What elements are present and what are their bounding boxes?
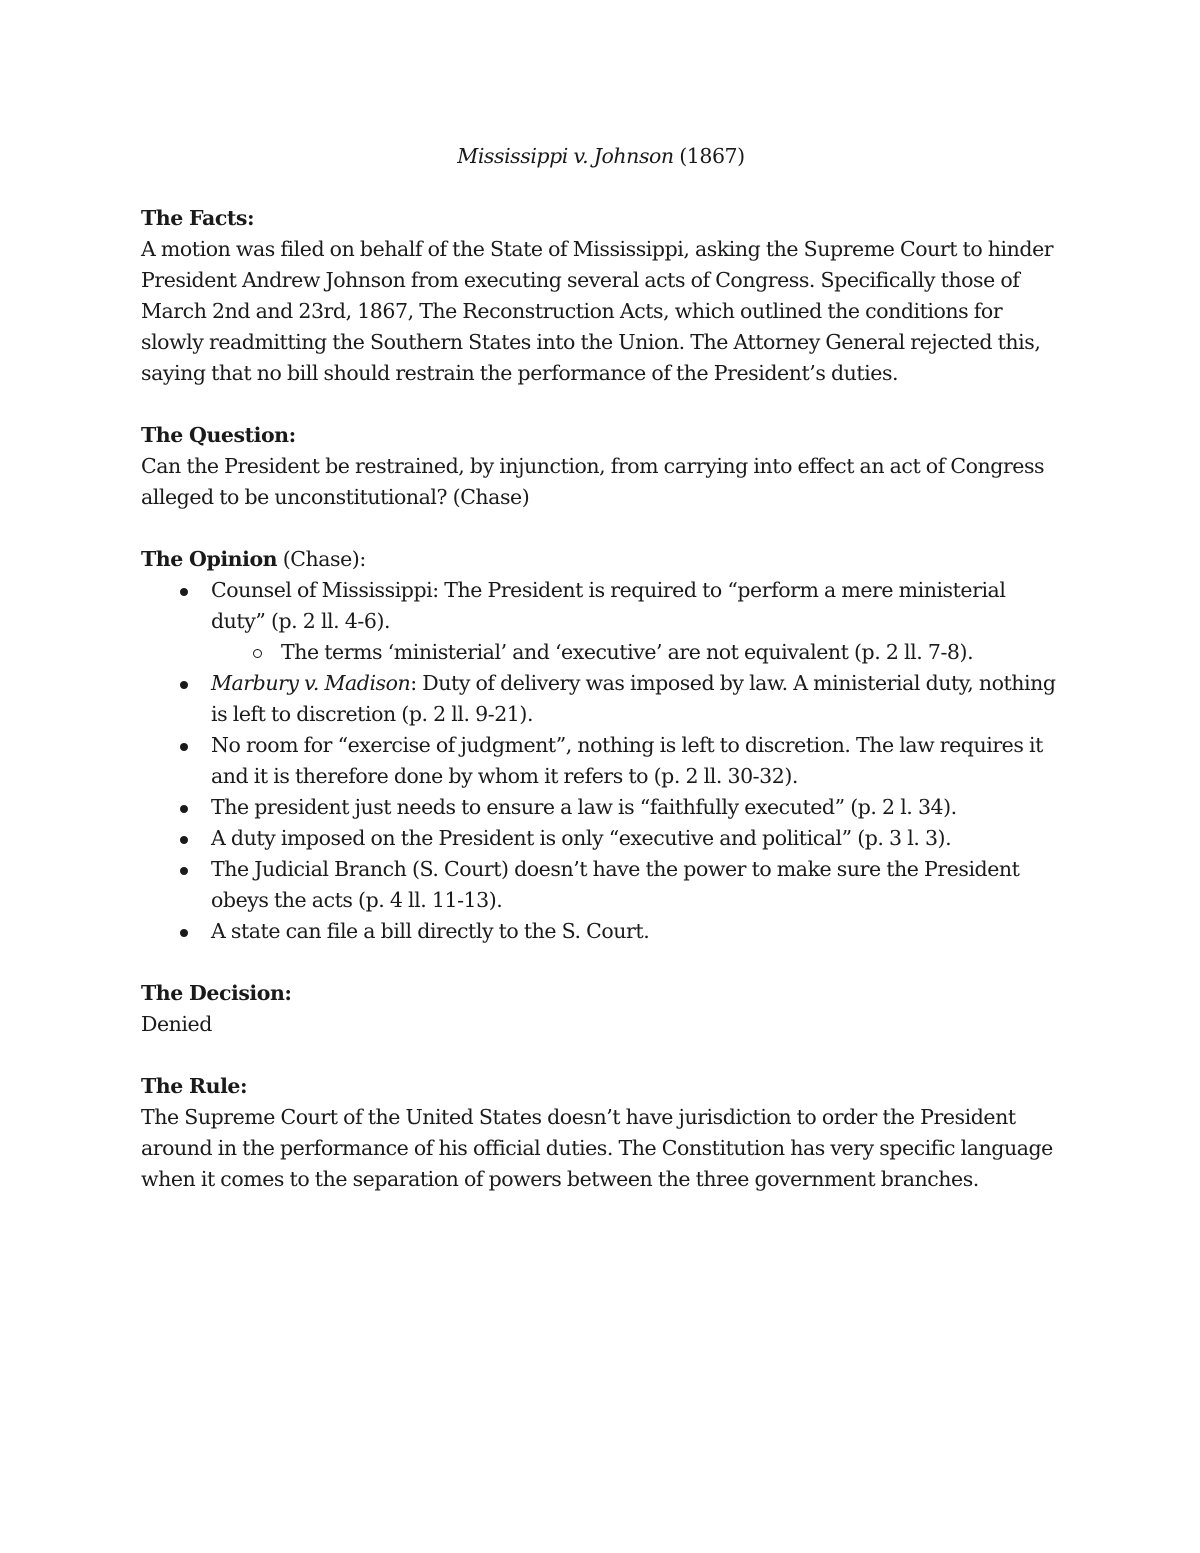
opinion-heading-line <box>141 544 1061 575</box>
facts-section <box>141 203 1061 389</box>
document-page <box>141 141 1061 1226</box>
rule-text: The Supreme Court of the United States doesn’t have jurisdiction to order the President around in the performance of his official duties. The Constitution has very specific language when it comes to the separation of powers between the three government branches. <box>141 1105 1053 1191</box>
opinion-bullet <box>141 668 1061 730</box>
facts-heading: The Facts: <box>141 206 255 230</box>
opinion-bullet <box>141 916 1061 947</box>
opinion-sub-bullet <box>211 637 1061 668</box>
question-section <box>141 420 1061 513</box>
case-year: (1867) <box>679 144 745 168</box>
document-title <box>141 141 1061 172</box>
question-heading: The Question: <box>141 423 296 447</box>
opinion-bullet <box>141 730 1061 792</box>
opinion-bullet <box>141 823 1061 854</box>
decision-section <box>141 978 1061 1040</box>
opinion-sub-bullet-text: The terms ‘ministerial’ and ‘executive’ are not equivalent (p. 2 ll. 7-8). <box>281 640 974 664</box>
opinion-bullet-text: Counsel of Mississippi: The President is required to “perform a mere ministerial duty” (p. 2 ll. 4-6). <box>211 578 1006 633</box>
opinion-heading: The Opinion <box>141 547 278 571</box>
opinion-author: (Chase): <box>282 547 366 571</box>
opinion-section <box>141 544 1061 947</box>
opinion-bullet-text: : Duty of delivery was imposed by law. A ministerial duty, nothing is left to discretion (p. 2 ll. 9-21). <box>211 671 1056 726</box>
opinion-bullet <box>141 854 1061 916</box>
opinion-bullet-text: A duty imposed on the President is only “executive and political” (p. 3 l. 3). <box>211 826 952 850</box>
case-citation: Marbury v. Madison <box>211 671 411 695</box>
opinion-bullet-text: No room for “exercise of judgment”, nothing is left to discretion. The law requires it and it is therefore done by whom it refers to (p. 2 ll. 30-32). <box>211 733 1043 788</box>
opinion-bullet-text: The Judicial Branch (S. Court) doesn’t have the power to make sure the President obeys the acts (p. 4 ll. 11-13). <box>211 857 1020 912</box>
rule-heading: The Rule: <box>141 1074 248 1098</box>
opinion-bullet <box>141 575 1061 668</box>
case-name: Mississippi v. Johnson <box>457 144 674 168</box>
facts-text: A motion was filed on behalf of the State of Mississippi, asking the Supreme Court to hinder President Andrew Johnson from executing several acts of Congress. Specifically those of March 2nd and 23rd, 1867, The Reconstruction Acts, which outlined the conditions for slowly readmitting the Southern States into the Union. The Attorney General rejected this, saying that no bill should restrain the performance of the President’s duties. <box>141 237 1054 385</box>
opinion-bullet <box>141 792 1061 823</box>
opinion-list <box>141 575 1061 947</box>
decision-text: Denied <box>141 1012 212 1036</box>
opinion-sublist <box>211 637 1061 668</box>
opinion-bullet-text: A state can file a bill directly to the S. Court. <box>211 919 650 943</box>
rule-section <box>141 1071 1061 1195</box>
decision-heading: The Decision: <box>141 981 292 1005</box>
question-text: Can the President be restrained, by injunction, from carrying into effect an act of Congress alleged to be unconstitutional? (Chase) <box>141 454 1045 509</box>
opinion-bullet-text: The president just needs to ensure a law is “faithfully executed” (p. 2 l. 34). <box>211 795 957 819</box>
